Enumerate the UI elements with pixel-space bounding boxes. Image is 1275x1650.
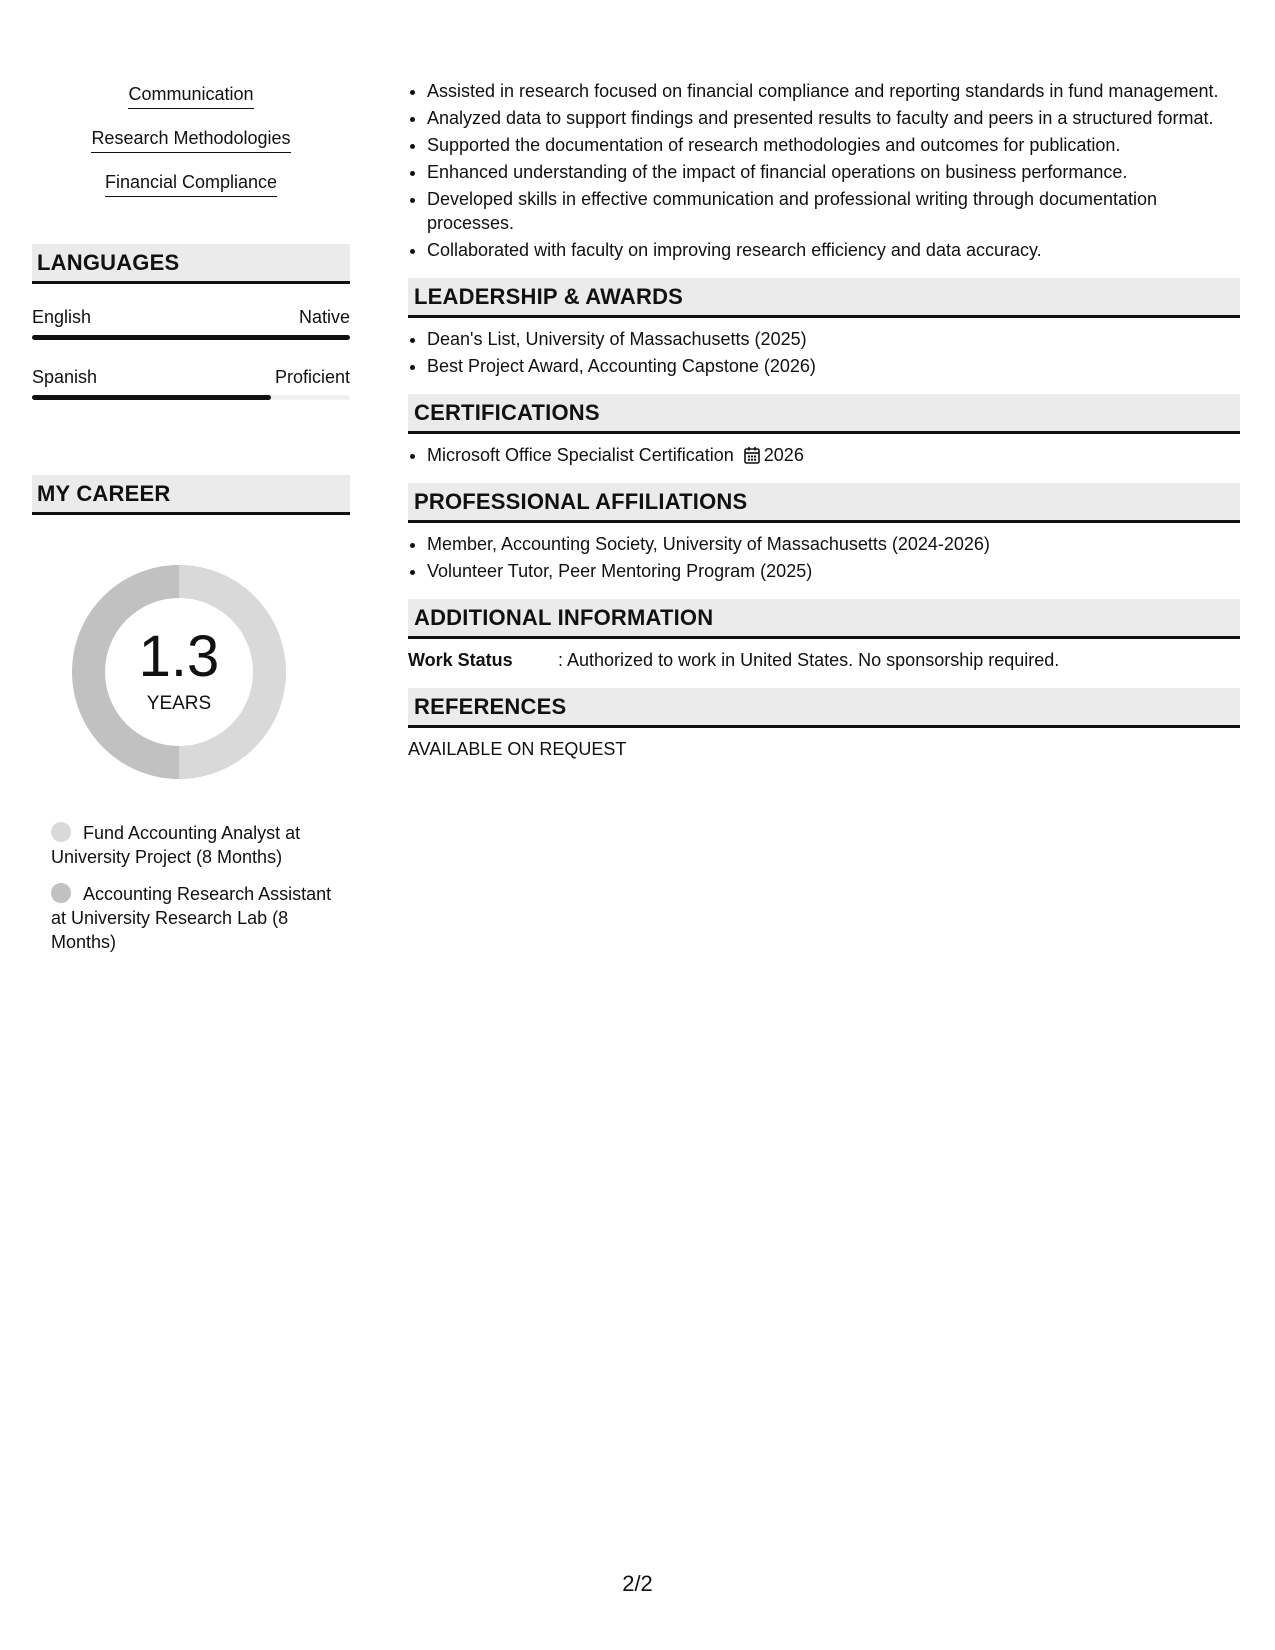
- additional-info-heading: ADDITIONAL INFORMATION: [408, 599, 1240, 639]
- language-name: Spanish: [32, 367, 98, 387]
- leadership-heading: LEADERSHIP & AWARDS: [408, 278, 1240, 318]
- affiliation-item: • Volunteer Tutor, Peer Mentoring Program (2025): [427, 559, 1240, 583]
- experience-bullet-list: [408, 79, 1240, 262]
- career-heading: MY CAREER: [32, 475, 350, 515]
- calendar-icon: [744, 446, 760, 464]
- skills-list: [32, 82, 350, 214]
- experience-bullet: • Enhanced understanding of the impact of financial operations on business performance.: [427, 160, 1240, 184]
- legend-dot-icon: [51, 883, 71, 903]
- references-heading: REFERENCES: [408, 688, 1240, 728]
- skill-item: Research Methodologies: [91, 126, 290, 153]
- references-section: [408, 688, 1240, 761]
- work-status-value: : Authorized to work in United States. No sponsorship required.: [558, 650, 1060, 670]
- leadership-section: [408, 278, 1240, 378]
- language-item: [32, 366, 350, 400]
- experience-bullet: • Collaborated with faculty on improving research efficiency and data accuracy.: [427, 238, 1240, 262]
- language-bar: [32, 335, 350, 340]
- language-level: Native: [298, 307, 350, 327]
- page-number: 2/2: [622, 1571, 653, 1596]
- career-legend-label: Fund Accounting Analyst at University Project (8 Months): [51, 823, 301, 867]
- language-item: [32, 306, 350, 340]
- right-column: [408, 79, 1240, 761]
- career-legend-item: [51, 821, 341, 869]
- work-status-row: [408, 648, 1240, 672]
- language-name: English: [32, 307, 92, 327]
- experience-bullet: • Analyzed data to support findings and presented results to faculty and peers in a structured format.: [427, 106, 1240, 130]
- certification-year: 2026: [763, 445, 804, 465]
- certification-name: Microsoft Office Specialist Certification: [427, 445, 734, 465]
- affiliation-item: • Member, Accounting Society, University of Massachusetts (2024-2026): [427, 532, 1240, 556]
- leadership-item: • Best Project Award, Accounting Capstone (2026): [427, 354, 1240, 378]
- work-status-label: Work Status: [408, 650, 513, 670]
- career-donut-chart: [64, 557, 294, 787]
- additional-info-section: [408, 599, 1240, 672]
- career-total-years: 1.3: [138, 624, 220, 689]
- certifications-section: [408, 394, 1240, 467]
- language-bar: [32, 395, 350, 400]
- certifications-heading: CERTIFICATIONS: [408, 394, 1240, 434]
- career-legend-item: [51, 882, 341, 954]
- legend-dot-icon: [51, 822, 71, 842]
- career-total-unit: YEARS: [146, 693, 212, 714]
- left-column: [32, 82, 350, 967]
- experience-bullet: • Assisted in research focused on financial compliance and reporting standards in fund management.: [427, 79, 1240, 103]
- leadership-item: • Dean's List, University of Massachusetts (2025): [427, 327, 1240, 351]
- language-level: Proficient: [274, 367, 350, 387]
- references-text: AVAILABLE ON REQUEST: [408, 739, 627, 759]
- certification-item: [427, 443, 1240, 467]
- languages-list: [32, 306, 350, 400]
- career-legend-label: Accounting Research Assistant at University Research Lab (8 Months): [51, 884, 332, 952]
- career-legend: [51, 821, 341, 954]
- language-bar-fill: [32, 395, 271, 400]
- skill-item: Communication: [128, 82, 253, 109]
- affiliations-heading: PROFESSIONAL AFFILIATIONS: [408, 483, 1240, 523]
- experience-bullet: • Developed skills in effective communication and professional writing through documentation processes.: [427, 187, 1240, 235]
- experience-bullet: • Supported the documentation of research methodologies and outcomes for publication.: [427, 133, 1240, 157]
- languages-heading: LANGUAGES: [32, 244, 350, 284]
- skill-item: Financial Compliance: [105, 170, 277, 197]
- affiliations-section: [408, 483, 1240, 583]
- language-bar-fill: [32, 335, 350, 340]
